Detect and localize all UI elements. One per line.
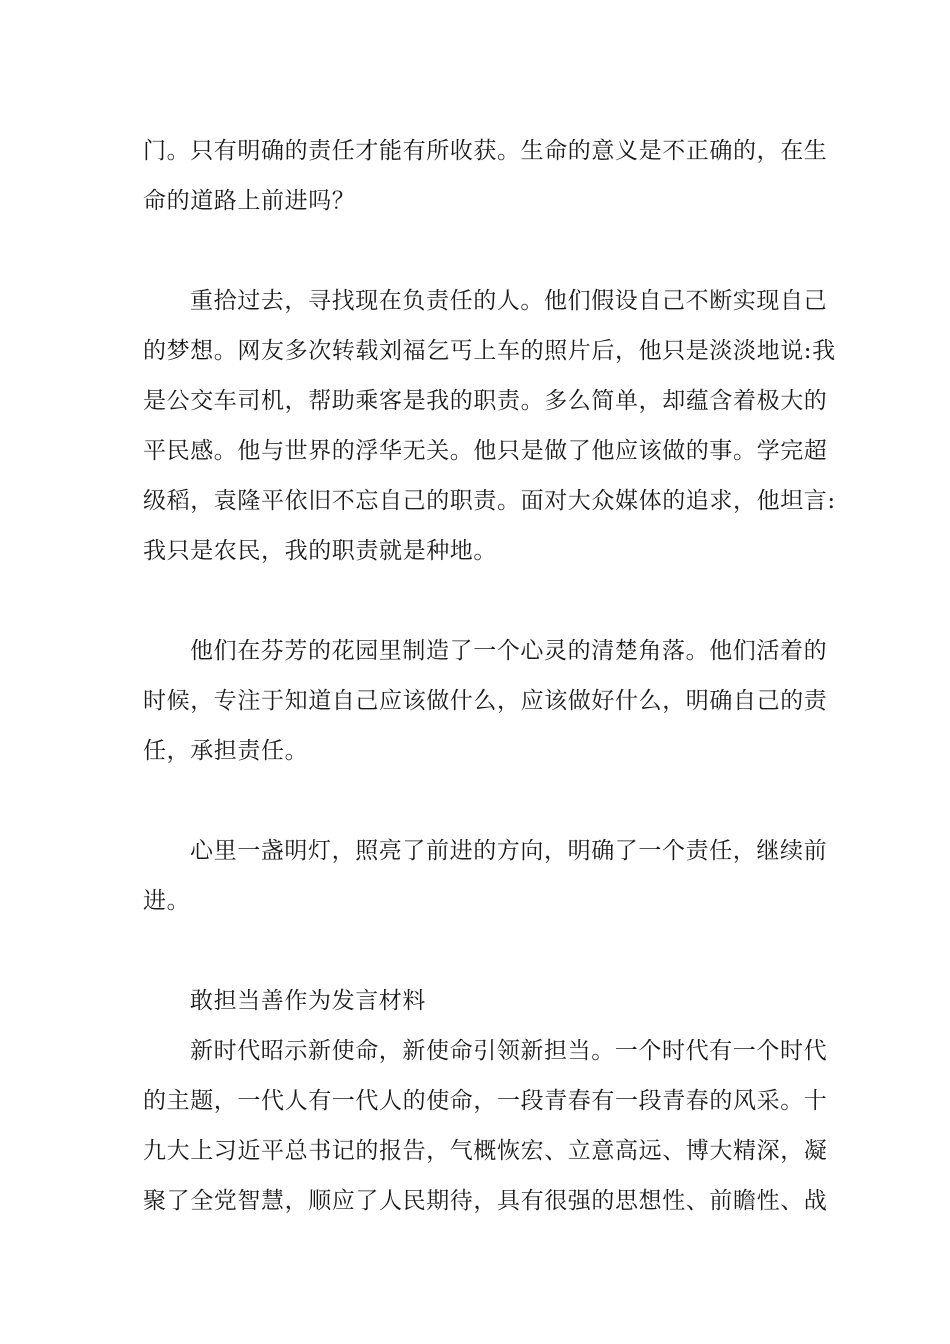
paragraph-4-line-2: 进。 xyxy=(143,888,191,914)
paragraph-1-line-1: 门。只有明确的责任才能有所收获。生命的意义是不正确的，在生 xyxy=(143,138,828,164)
paragraph-2-line-5: 级稻，袁隆平依旧不忘自己的职责。面对大众媒体的追求，他坦言: xyxy=(143,488,836,514)
paragraph-3-line-3: 任，承担责任。 xyxy=(143,738,309,764)
paragraph-5-line-4: 聚了全党智慧，顺应了人民期待，具有很强的思想性、前瞻性、战 xyxy=(143,1188,828,1214)
paragraph-5-line-3: 九大上习近平总书记的报告，气概恢宏、立意高远、博大精深，凝 xyxy=(143,1138,828,1164)
paragraph-5-line-2: 的主题，一代人有一代人的使命，一段青春有一段青春的风采。十 xyxy=(143,1088,828,1114)
paragraph-2-line-2: 的梦想。网友多次转载刘福乞丐上车的照片后，他只是淡淡地说:我 xyxy=(143,338,836,364)
paragraph-2-line-1: 重拾过去，寻找现在负责任的人。他们假设自己不断实现自己 xyxy=(190,288,828,314)
paragraph-3-line-2: 时候，专注于知道自己应该做什么，应该做好什么，明确自己的责 xyxy=(143,688,828,714)
section-heading: 敢担当善作为发言材料 xyxy=(190,988,426,1014)
paragraph-2-line-3: 是公交车司机，帮助乘客是我的职责。多么简单，却蕴含着极大的 xyxy=(143,388,828,414)
paragraph-2-line-6: 我只是农民，我的职责就是种地。 xyxy=(143,538,497,564)
paragraph-4-line-1: 心里一盏明灯，照亮了前进的方向，明确了一个责任，继续前 xyxy=(190,838,828,864)
paragraph-3-line-1: 他们在芬芳的花园里制造了一个心灵的清楚角落。他们活着的 xyxy=(190,638,828,664)
paragraph-2-line-4: 平民感。他与世界的浮华无关。他只是做了他应该做的事。学完超 xyxy=(143,438,828,464)
paragraph-5-line-1: 新时代昭示新使命，新使命引领新担当。一个时代有一个时代 xyxy=(190,1038,828,1064)
paragraph-1-line-2: 命的道路上前进吗？ xyxy=(143,188,356,214)
